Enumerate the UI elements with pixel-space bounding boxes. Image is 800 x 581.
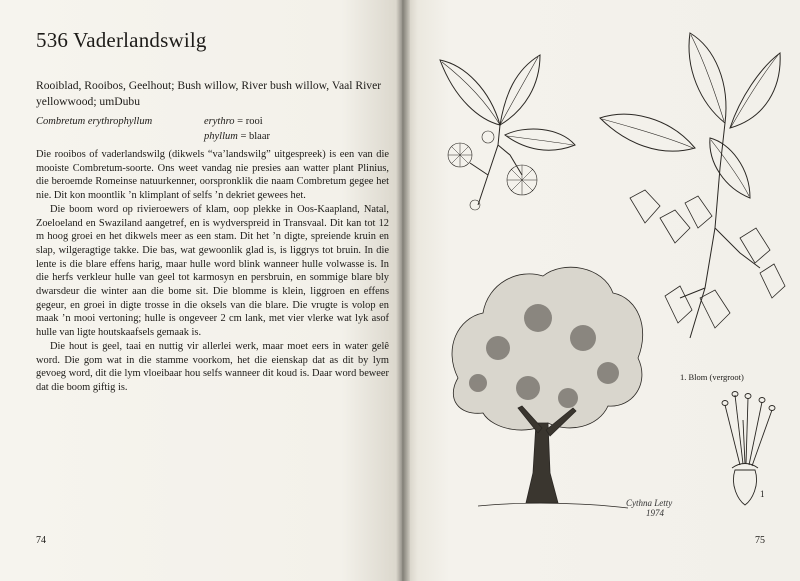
etymology-meaning-2: = blaar bbox=[240, 131, 270, 142]
body-paragraph: Die rooibos of vaderlandswilg (dikwels “va’landswilg” uitgespreek) is een van die mooiste Combretum-soorte. Ons weet vandag nie presies aan watter plant Plinius, die beroemde Romeinse natuurkenner, oorspronklik die naam Combretum gegee het nie. Dit kon moontlik ’n klimplant of selfs ’n dekriet gewees het. bbox=[36, 149, 389, 202]
figure-caption: 1. Blom (vergroot) bbox=[680, 372, 744, 382]
etymology-line-2 bbox=[204, 129, 270, 144]
flowering-branch-illustration bbox=[430, 45, 600, 245]
etymology-meaning-1: = rooi bbox=[237, 116, 263, 127]
body-paragraph: Die hout is geel, taai en nuttig vir allerlei werk, maar moet eers in water gelê word. Die gom wat in die stamme voorkom, het die eienskap dat as dit by lym gevoeg word, dit die lym vloeibaar hou selfs wanneer dit koud is. Daar word beweer dat die boom giftig is. bbox=[36, 340, 389, 393]
etymology bbox=[204, 114, 270, 144]
common-names: Rooiblad, Rooibos, Geelhout; Bush willow, River bush willow, Vaal River yellowwood; umDubu bbox=[36, 79, 382, 108]
body-text bbox=[36, 148, 389, 395]
entry-title: 536 Vaderlandswilg bbox=[36, 28, 207, 52]
artist-signature bbox=[626, 498, 672, 518]
etymology-line-1 bbox=[204, 114, 270, 129]
enlarged-flower-illustration bbox=[710, 390, 780, 510]
etymology-term-2: phyllum bbox=[204, 131, 238, 142]
etymology-term-1: erythro bbox=[204, 116, 235, 127]
artist-signature-year: 1974 bbox=[646, 508, 664, 518]
page-number-right: 75 bbox=[755, 535, 765, 546]
body-paragraph: Die boom word op rivieroewers of klam, oop plekke in Oos-Kaapland, Natal, Zoeloeland en Swaziland aangetref, en is wydverspreid in Transvaal. Dit kan tot 12 m hoog groei en het dikwels meer as een stam. Dit het ’n digte, spreiende kruin en slap, wilgeragtige takke. Die bas, wat gewoonlik glad is, is liggrys tot bruin. In die lente is die blare effens harig, maar hulle word blink wanneer hulle volwasse is. In die herfs verkleur hulle van geel tot karmosyn en persbruin, en sommige blare bly dwarsdeur die winter aan die bome sit. Die blomme is klein, liggroen en effens gegeur, en groei in digte trosse in die oksels van die blare. Die vrugte is volop en maak ’n mooi vertoning; hulle is ongeveer 2 cm lank, met vier vlerke wat lyk asof hulle van ligte houtskaafsels gemaak is. bbox=[36, 203, 389, 339]
book-gutter bbox=[396, 0, 410, 581]
figure-label: 1 bbox=[760, 489, 765, 499]
scientific-name: Combretum erythrophyllum bbox=[36, 116, 153, 127]
tree-illustration bbox=[438, 258, 653, 523]
artist-signature-name: Cythna Letty bbox=[626, 498, 673, 508]
page-number-left: 74 bbox=[36, 535, 46, 546]
